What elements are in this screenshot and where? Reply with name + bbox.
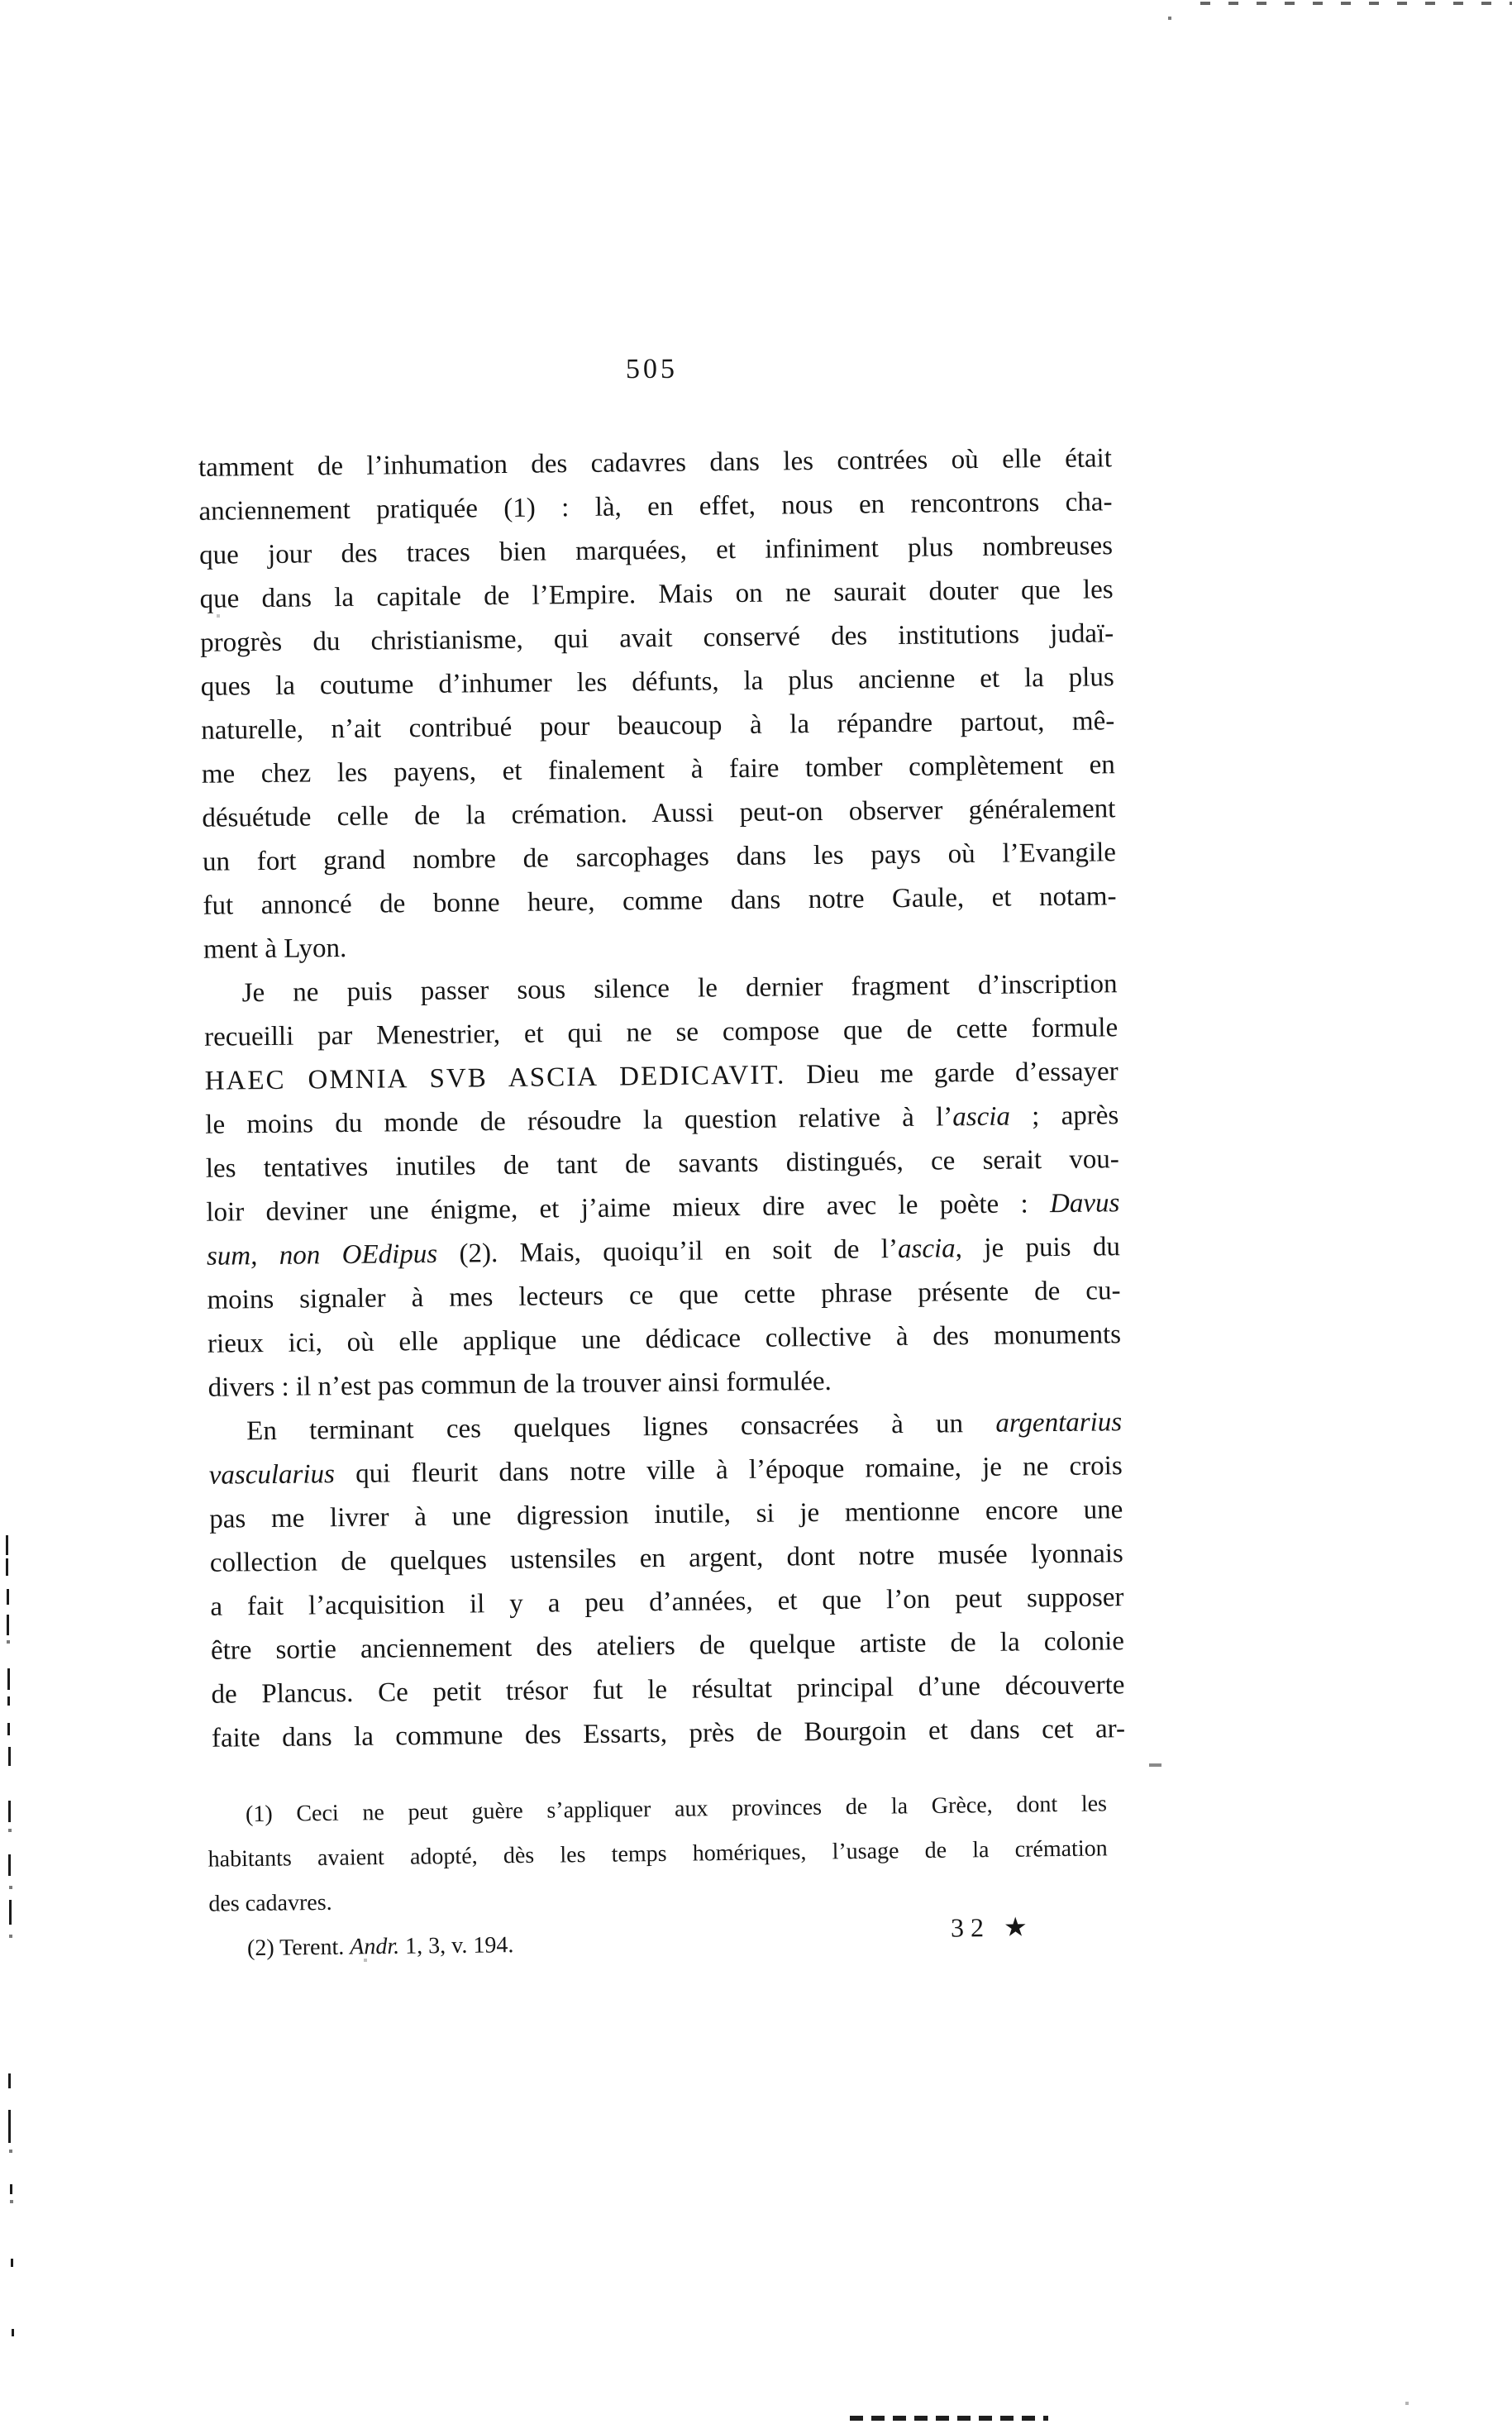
scan-artifact-tick	[8, 1801, 11, 1822]
body-line: anciennement pratiquée (1) : là, en effet, nous en rencontrons cha-	[198, 487, 1113, 527]
body-line: les tentatives inutiles de tant de savants distingués, ce serait vou-	[205, 1144, 1119, 1184]
scan-artifact-bottom-edge	[850, 2416, 1048, 2421]
body-line: que jour des traces bien marquées, et infiniment plus nombreuses	[198, 531, 1114, 570]
footnote-line: (2) Terent. Andr. 1, 3, v. 194.	[246, 1932, 514, 1962]
body-line: recueilli par Menestrier, et qui ne se compose que de cette formule	[204, 1013, 1118, 1052]
scan-artifact-tick	[12, 2329, 14, 2336]
scan-artifact-dot	[1405, 2402, 1409, 2405]
body-line: HAEC OMNIA SVB ASCIA DEDICAVIT. Dieu me garde d’essayer	[204, 1057, 1118, 1096]
scan-artifact-tick	[6, 1558, 8, 1576]
body-line: rieux ici, où elle applique une dédicace collective à des monuments	[207, 1319, 1122, 1359]
scan-artifact-tick	[6, 1535, 8, 1555]
body-line: ment à Lyon.	[203, 933, 347, 965]
body-line: moins signaler à mes lecteurs ce que cette phrase présente de cu-	[207, 1276, 1121, 1315]
body-line: ques la coutume d’inhumer les défunts, la plus ancienne et la plus	[200, 662, 1114, 702]
body-line: vascularius qui fleurit dans notre ville à l’époque romaine, je ne crois	[208, 1451, 1123, 1491]
body-line: collection de quelques ustensiles en argent, dont notre musée lyonnais	[209, 1539, 1123, 1578]
body-line: loir deviner une énigme, et j’aime mieux dire avec le poète : Davus	[206, 1188, 1120, 1228]
scan-artifact-tick	[8, 1854, 11, 1876]
scan-artifact-tick	[7, 1723, 10, 1735]
body-line: de Plancus. Ce petit trésor fut le résultat principal d’une découverte	[211, 1670, 1125, 1710]
body-line: que dans la capitale de l’Empire. Mais on ne saurait douter que les	[199, 575, 1114, 614]
body-line: sum, non OEdipus (2). Mais, quoiqu’il en soit de l’ascia, je puis du	[206, 1232, 1121, 1272]
body-line: En terminant ces quelques lignes consacrées à un argentarius	[246, 1407, 1123, 1447]
scan-artifact-dot	[9, 2150, 12, 2153]
body-line: désuétude celle de la crémation. Aussi peut-on observer généralement	[202, 794, 1116, 833]
scan-artifact-top-edge	[1200, 2, 1512, 5]
body-line: faite dans la commune des Essarts, près de Bourgoin et dans cet ar-	[211, 1714, 1126, 1754]
scan-artifact-tick	[11, 2259, 13, 2267]
scan-artifact-dot	[10, 2200, 13, 2203]
scan-artifact-tick	[7, 1668, 10, 1690]
scan-artifact-dot	[7, 1640, 10, 1644]
body-line: fut annoncé de bonne heure, comme dans notre Gaule, et notam-	[203, 881, 1117, 921]
page-number: 505	[625, 353, 679, 385]
scan-artifact-tick	[7, 1589, 9, 1605]
body-line: naturelle, n’ait contribué pour beaucoup à la répandre partout, mê-	[201, 706, 1115, 746]
scan-artifact-tick	[9, 1900, 12, 1925]
scan-artifact-dot	[1168, 17, 1171, 20]
body-line: être sortie anciennement des ateliers de quelque artiste de la colonie	[210, 1626, 1125, 1666]
scan-artifact-dot	[9, 1935, 12, 1938]
footnote-line: habitants avaient adopté, dès les temps homériques, l’usage de la crémation	[207, 1835, 1108, 1873]
body-line: divers : il n’est pas commun de la trouver ainsi formulée.	[207, 1366, 832, 1403]
scan-artifact-dot	[9, 1886, 12, 1889]
body-line: progrès du christianisme, qui avait conservé des institutions judaï-	[200, 618, 1114, 658]
body-line: Je ne puis passer sous silence le dernier fragment d’inscription	[241, 969, 1118, 1009]
scan-artifact-tick	[8, 2073, 11, 2088]
scan-artifact-dot	[8, 1829, 12, 1832]
scan-artifact-tick	[10, 2184, 12, 2194]
scan-artifact-tick	[7, 1696, 10, 1706]
body-line: a fait l’acquisition il y a peu d’années, et que l’on peut supposer	[210, 1582, 1124, 1622]
body-line: pas me livrer à une digression inutile, si je mentionne encore une	[209, 1495, 1123, 1534]
scan-artifact-tick	[7, 1615, 9, 1635]
body-text	[198, 437, 1126, 1760]
body-line: me chez les payens, et finalement à faire tomber complètement en	[201, 750, 1115, 790]
scan-artifact-tick	[8, 2110, 11, 2143]
footnote-line: (1) Ceci ne peut guère s’appliquer aux provinces de la Grèce, dont les	[245, 1791, 1108, 1828]
body-line: tamment de l’inhumation des cadavres dans les contrées où elle était	[198, 443, 1113, 483]
body-line: le moins du monde de résoudre la question relative à l’ascia ; après	[205, 1100, 1119, 1140]
footnote-line: des cadavres.	[208, 1889, 332, 1917]
body-line: un fort grand nombre de sarcophages dans les pays où l’Evangile	[202, 837, 1117, 877]
signature-mark: 32 ★	[950, 1911, 1034, 1943]
scan-artifact-tick	[8, 1747, 11, 1766]
scan-artifact-dash	[1149, 1763, 1161, 1767]
